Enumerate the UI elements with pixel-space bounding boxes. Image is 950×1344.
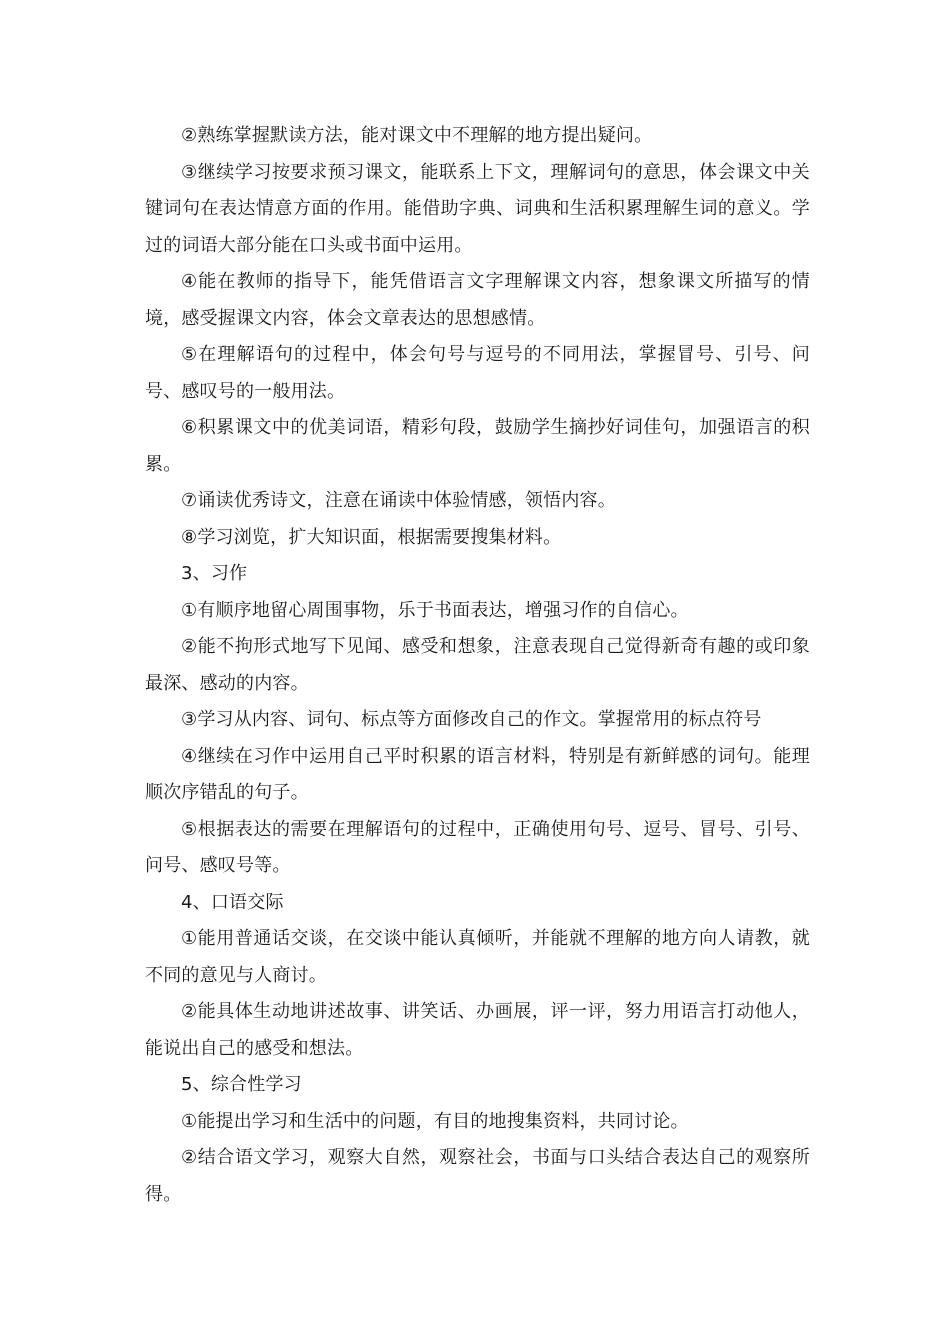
section-heading-comprehensive: 5、综合性学习 xyxy=(181,1074,302,1095)
paragraph-item-8: ⑧学习浏览，扩大知识面，根据需要搜集材料。 xyxy=(181,526,562,548)
oral-item-2: ②能具体生动地讲述故事、讲笑话、办画展，评一评，努力用语言打动他人，能说出自己的感受和想法。 xyxy=(145,1001,810,1059)
paragraph-item-2: ②熟练掌握默读方法，能对课文中不理解的地方提出疑问。 xyxy=(181,125,653,146)
comprehensive-item-2: ②结合语文学习，观察大自然，观察社会，书面与口头结合表达自己的观察所得。 xyxy=(145,1147,810,1205)
writing-item-1: ①有顺序地留心周围事物，乐于书面表达，增强习作的自信心。 xyxy=(181,599,689,621)
paragraph-item-7: ⑦诵读优秀诗文，注意在诵读中体验情感，领悟内容。 xyxy=(181,490,616,511)
writing-item-4: ④继续在习作中运用自己平时积累的语言材料，特别是有新鲜感的词句。能理顺次序错乱的句子。 xyxy=(145,745,810,803)
oral-item-1: ①能用普通话交谈，在交谈中能认真倾听，并能就不理解的地方向人请教，就不同的意见与人商讨。 xyxy=(145,928,810,986)
writing-item-5: ⑤根据表达的需要在理解语句的过程中，正确使用句号、逗号、冒号、引号、问号、感叹号等。 xyxy=(145,818,810,876)
paragraph-item-4: ④能在教师的指导下，能凭借语言文字理解课文内容，想象课文所描写的情境，感受握课文内容，体会文章表达的思想感情。 xyxy=(145,271,810,329)
paragraph-item-3: ③继续学习按要求预习课文，能联系上下文，理解词句的意思，体会课文中关键词句在表达情意方面的作用。能借助字典、词典和生活积累理解生词的意义。学过的词语大部分能在口头或书面中运用。 xyxy=(145,161,810,256)
paragraph-item-5: ⑤在理解语句的过程中，体会句号与逗号的不同用法，掌握冒号、引号、问号、感叹号的一般用法。 xyxy=(145,344,810,402)
section-heading-oral: 4、口语交际 xyxy=(181,891,284,913)
section-heading-writing: 3、习作 xyxy=(181,563,248,584)
writing-item-3: ③学习从内容、词句、标点等方面修改自己的作文。掌握常用的标点符号 xyxy=(181,709,762,730)
document-body xyxy=(145,118,810,1213)
comprehensive-item-1: ①能提出学习和生活中的问题，有目的地搜集资料，共同讨论。 xyxy=(181,1110,689,1132)
writing-item-2: ②能不拘形式地写下见闻、感受和想象，注意表现自己觉得新奇有趣的或印象最深、感动的内容。 xyxy=(145,636,810,694)
paragraph-item-6: ⑥积累课文中的优美词语，精彩句段，鼓励学生摘抄好词佳句，加强语言的积累。 xyxy=(145,417,810,475)
